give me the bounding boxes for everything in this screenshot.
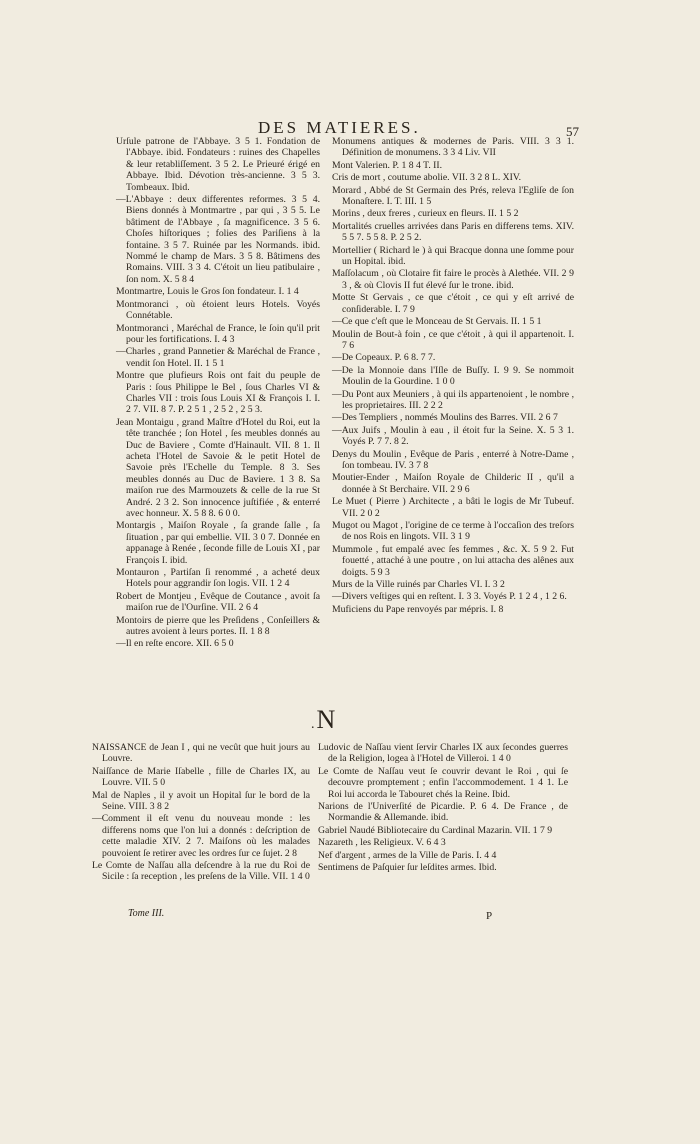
index-entry: Mont Valerien. P. 1 8 4 T. II. (332, 159, 443, 171)
page-number: 57 (566, 124, 579, 139)
index-entry: —Ce que c'eſt que le Monceau de St Gervais. II. 1 5 1 (332, 316, 542, 328)
index-entry: Mortellier ( Richard le ) à qui Bracque donna une ſomme pour un Hopital. ibid. (332, 244, 574, 268)
index-entry: Maſſolacum , où Clotaire fit faire le procès à Alethée. VII. 2 9 3 , & où Clovis II fut élevé ſur le trone. ibid. (332, 268, 574, 291)
index-entry: Gabriel Naudé Bibliotecaire du Cardinal Mazarin. VII. 1 7 9 (318, 824, 553, 836)
index-entry: —L'Abbaye : deux differentes reformes. 3 5 4. Biens donnés à Montmartre , par qui , 3 5 5. Le bâtiment de l'Abbaye , ſa magnificence. 3 5 6. Choſes hiſtoriques ; folies des Pariſiens à la fontaine. 3 5 7. Ruinée par les Normands. ibid. Nommé le champ de Mars. 3 5 8. Bâtimens des Romains. VIII. 3 3 4. C'étoit un lieu patibulaire , ſon nom. X. 5 8 4 (116, 194, 320, 285)
index-entry: Robert de Montjeu , Evêque de Coutance , avoit ſa maiſon rue de l'Ourſine. VII. 2 6 4 (116, 590, 320, 614)
index-entry: Le Muet ( Pierre ) Architecte , a bâti le logis de Mr Tubeuf. VII. 2 0 2 (332, 496, 574, 519)
index-entry: —Comment il eſt venu du nouveau monde : les differens noms que l'on lui a donnés : deſcription de cette maladie XIV. 2 7. Maiſons où les malades pouvoient ſe retirer avec les ordres ſur ce ſujet. 2 8 (92, 813, 310, 859)
index-entry: Motte St Gervais , ce que c'étoit , ce qui y eſt arrivé de conſiderable. I. 7 9 (332, 292, 574, 315)
index-entry: NAISSANCE de Jean I , qui ne vecût que huit jours au Louvre. (92, 742, 310, 765)
index-entry: Montauron , Partiſan ſi renommé , a acheté deux Hotels pour aggrandir ſon logis. VII. 1 2 4 (116, 567, 320, 590)
index-entry: Mummole , fut empalé avec ſes femmes , &c. X. 5 9 2. Fut fouetté , attaché à une poutre , on lui attacha des alênes aux doigts. 5 9 3 (332, 543, 574, 578)
index-entry: Nef d'argent , armes de la Ville de Paris. I. 4 4 (318, 849, 497, 861)
index-entry: Narions de l'Univerſité de Picardie. P. 6 4. De France , de Normandie & Allemande. ibid. (318, 801, 568, 824)
volume-label: Tome III. (128, 908, 165, 919)
index-entry: —Du Pont aux Meuniers , à qui ils appartenoient , le nombre , les proprietaires. III. 2 2 2 (332, 388, 574, 411)
index-entry: Sentimens de Paſquier ſur leſdites armes. Ibid. (318, 862, 497, 874)
index-entry: Monumens antiques & modernes de Paris. VIII. 3 3 1. Définition de monumens. 3 3 4 Liv. VII (332, 136, 574, 159)
section-letter: N (316, 705, 336, 734)
index-entry: Mugot ou Magot , l'origine de ce terme à l'occaſion des treſors de nos Rois en lingots. VII. 3 1 9 (332, 520, 574, 543)
index-entry: Montmoranci , où étoient leurs Hotels. Voyés Connétable. (116, 298, 320, 322)
index-entry: —De la Monnoie dans l'Iſle de Buſſy. I. 9 9. Se nommoit Moulin de la Gourdine. 1 0 0 (332, 364, 574, 388)
index-entry: —De Copeaux. P. 6 8. 7 7. (332, 352, 436, 364)
index-entry: Le Comte de Naſſau veut ſe couvrir devant le Roi , qui ſe decouvre promptement ; enfin l'accommodement. 1 4 1. Le Roi lui accorda le Tabouret chés la Reine. Ibid. (318, 765, 568, 800)
index-entry: Mortalités cruelles arrivées dans Paris en differens tems. XIV. 5 5 7. 5 5 8. P. 2 5 2. (332, 220, 574, 244)
index-entry: Montmartre, Louis le Gros ſon fondateur. I. 1 4 (116, 286, 299, 298)
index-entry: Jean Montaigu , grand Maître d'Hotel du Roi, eut la tête tranchée ; ſon Hotel , ſes meubles donnés au Duc de Baviere , Comte d'Hainault. VII. 8 1. Il acheta l'Hotel de Savoie & le petit Hotel de Savoie près l'Echelle du Temple. 8 3. Ses meubles donnés au Duc de Baviere. 1 3 8. Sa maiſon rue des Marmouzets & celle de la rue St André. 2 3 2. Son innocence juſtifiée , & enterré avec honneur. X. 5 8 8. 6 0 0. (116, 416, 320, 519)
index-entry: Cris de mort , coutume abolie. VII. 3 2 8 L. XIV. (332, 172, 522, 184)
index-entry: Ludovic de Naſſau vient ſervir Charles IX aux ſecondes guerres de la Religion, logea à l'Hotel de Villeroi. 1 4 0 (318, 742, 568, 765)
index-entry: —Charles , grand Pannetier & Maréchal de France , vendit ſon Hotel. II. 1 5 1 (116, 346, 320, 369)
section-dot: . (311, 717, 315, 732)
index-column-left-bottom (92, 742, 310, 884)
index-column-left-top (116, 136, 320, 651)
index-entry: Naiſſance de Marie Iſabelle , fille de Charles IX, au Louvre. VII. 5 0 (92, 765, 310, 789)
index-entry: Montoirs de pierre que les Preſidens , Conſeillers & autres avoient à leurs portes. II. 1 8 8 (116, 614, 320, 638)
signature-mark: P (486, 910, 493, 922)
running-title: DES MATIERES. (258, 118, 421, 137)
index-entry: Le Comte de Naſſau alla deſcendre à la rue du Roi de Sicile : ſa reception , les preſens de la Ville. VII. 1 4 0 (92, 860, 310, 883)
index-entry: Moutier-Ender , Maiſon Royale de Childeric II , qu'il a donnée à St Berchaire. VII. 2 9 6 (332, 472, 574, 495)
index-column-right-top (332, 136, 574, 616)
index-entry: Muficiens du Pape renvoyés par mépris. I. 8 (332, 603, 504, 615)
index-entry: Moulin de Bout-à foin , ce que c'étoit , à qui il appartenoit. I. 7 6 (332, 328, 574, 351)
index-entry: Nazareth , les Religieux. V. 6 4 3 (318, 837, 446, 849)
index-entry: —Divers veſtiges qui en reſtent. I. 3 3. Voyés P. 1 2 4 , 1 2 6. (332, 591, 567, 603)
index-entry: Mal de Naples , il y avoit un Hopital ſur le bord de la Seine. VIII. 3 8 2 (92, 789, 310, 813)
index-entry: Morins , deux freres , curieux en fleurs. II. 1 5 2 (332, 208, 519, 220)
index-entry: Montmoranci , Maréchal de France, le ſoin qu'il prit pour les fortifications. I. 4 3 (116, 322, 320, 345)
index-entry: Morard , Abbé de St Germain des Prés, releva l'Egliſe de ſon Monaſtere. I. T. III. 1 5 (332, 184, 574, 208)
index-column-right-bottom (318, 742, 568, 874)
index-entry: Montargis , Maiſon Royale , ſa grande ſalle , ſa ſituation , par qui embellie. VII. 3 0 7. Donnée en appanage à Renée , ſeconde fille de Louis XI , par François I. ibid. (116, 520, 320, 566)
section-heading (311, 705, 335, 735)
index-entry: —Aux Juifs , Moulin à eau , il étoit fur la Seine. X. 5 3 1. Voyés P. 7 7. 8 2. (332, 424, 574, 448)
index-entry: —Il en reſte encore. XII. 6 5 0 (116, 638, 234, 650)
index-entry: —Des Templiers , nommés Moulins des Barres. VII. 2 6 7 (332, 412, 558, 424)
index-entry: Murs de la Ville ruinés par Charles VI. I. 3 2 (332, 579, 505, 591)
index-entry: Urſule patrone de l'Abbaye. 3 5 1. Fondation de l'Abbaye. ibid. Fondateurs : ruines des Chapelles & leur retabliſſement. 3 5 2. Le Prieuré érigé en Abbaye. Ibid. Dévotion très-ancienne. 3 5 3. Tombeaux. Ibid. (116, 136, 320, 193)
index-entry: Denys du Moulin , Evêque de Paris , enterré à Notre-Dame , ſon tombeau. IV. 3 7 8 (332, 448, 574, 471)
index-entry: Montre que plufieurs Rois ont fait du peuple de Paris : ſous Philippe le Bel , ſous Charles VI & Charles VII : trois ſous Louis XI & François I. I. 2 7. VII. 8 7. P. 2 5 1 , 2 5 2 , 2 5 3. (116, 370, 320, 416)
